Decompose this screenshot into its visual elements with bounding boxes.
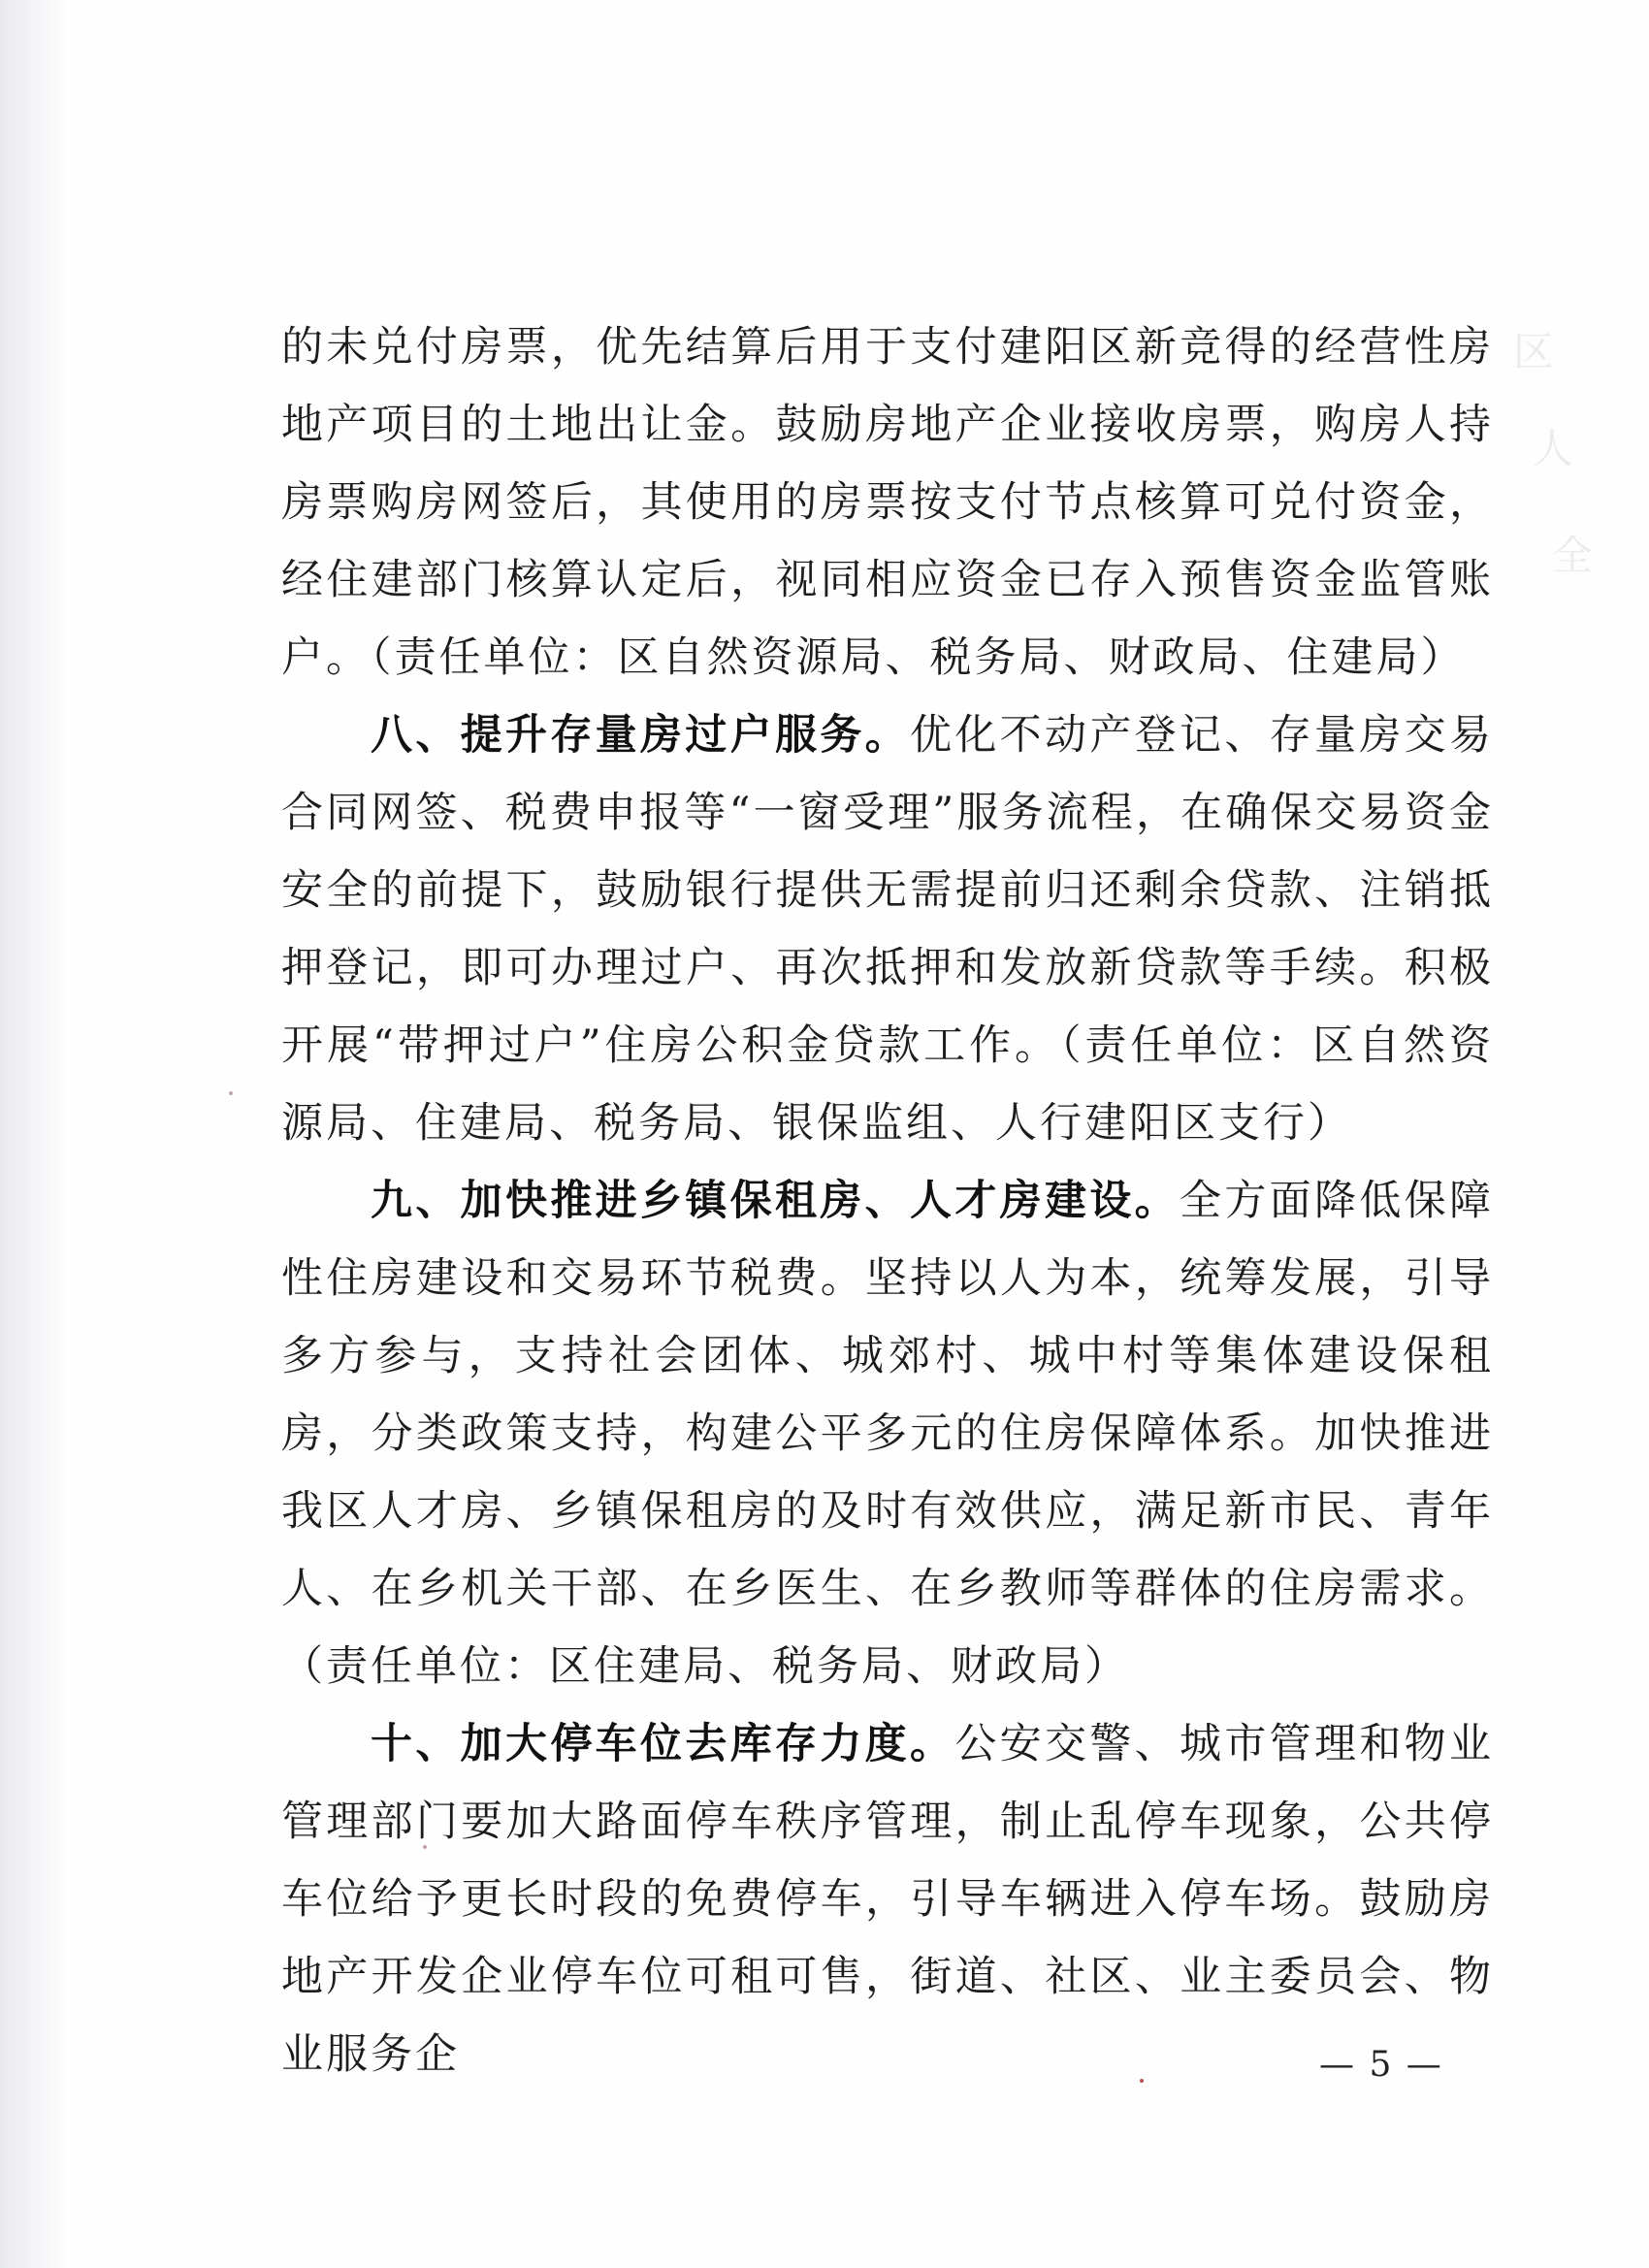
bleed-through-mark: 区 [1513,328,1555,375]
paragraph-text: 的未兑付房票，优先结算后用于支付建阳区新竞得的经营性房地产项目的土地出让金。鼓励房地产企业接收房票，购房人持房票购房网签后，其使用的房票按支付节点核算可兑付资金，经住建部门核算认定后，视同相应资金已存入预售资金监管账户。（责任单位：区自然资源局、税务局、财政局、住建局） [281,323,1494,682]
paragraph-section-9 [281,1162,1494,1705]
scan-speck [229,1091,233,1095]
section-heading: 十、加大停车位去库存力度。 [371,1720,955,1768]
paragraph-text: 公安交警、城市管理和物业管理部门要加大路面停车秩序管理，制止乱停车现象，公共停车位给予更长时段的免费停车，引导车辆进入停车场。鼓励房地产开发企业停车位可租可售，街道、社区、业主委员会、物业服务企 [281,1720,1495,2079]
section-heading: 八、提升存量房过户服务。 [371,711,910,760]
bleed-through-mark: 人 [1533,425,1574,472]
paragraph-section-10 [281,1705,1494,2093]
paragraph-text: 优化不动产登记、存量房交易合同网签、税费申报等“一窗受理”服务流程，在确保交易资金安全的前提下，鼓励银行提供无需提前归还剩余贷款、注销抵押登记，即可办理过户、再次抵押和发放新贷款等手续。积极开展“带押过户”住房公积金贷款工作。（责任单位：区自然资源局、住建局、税务局、银保监组、人行建阳区支行） [281,711,1494,1148]
section-heading: 九、加快推进乡镇保租房、人才房建设。 [371,1177,1180,1225]
paragraph-continuation [281,308,1494,697]
binding-shadow [0,0,68,2268]
paragraph-section-8 [281,697,1494,1162]
bleed-through-mark: 全 [1552,532,1594,579]
page-number: — 5 — [1319,2045,1443,2085]
paragraph-text: 全方面降低保障性住房建设和交易环节税费。坚持以人为本，统筹发展，引导多方参与，支持社会团体、城郊村、城中村等集体建设保租房，分类政策支持，构建公平多元的住房保障体系。加快推进我区人才房、乡镇保租房的及时有效供应，满足新市民、青年人、在乡机关干部、在乡医生、在乡教师等群体的住房需求。（责任单位：区住建局、税务局、财政局） [281,1177,1494,1691]
body-text [281,308,1494,2093]
